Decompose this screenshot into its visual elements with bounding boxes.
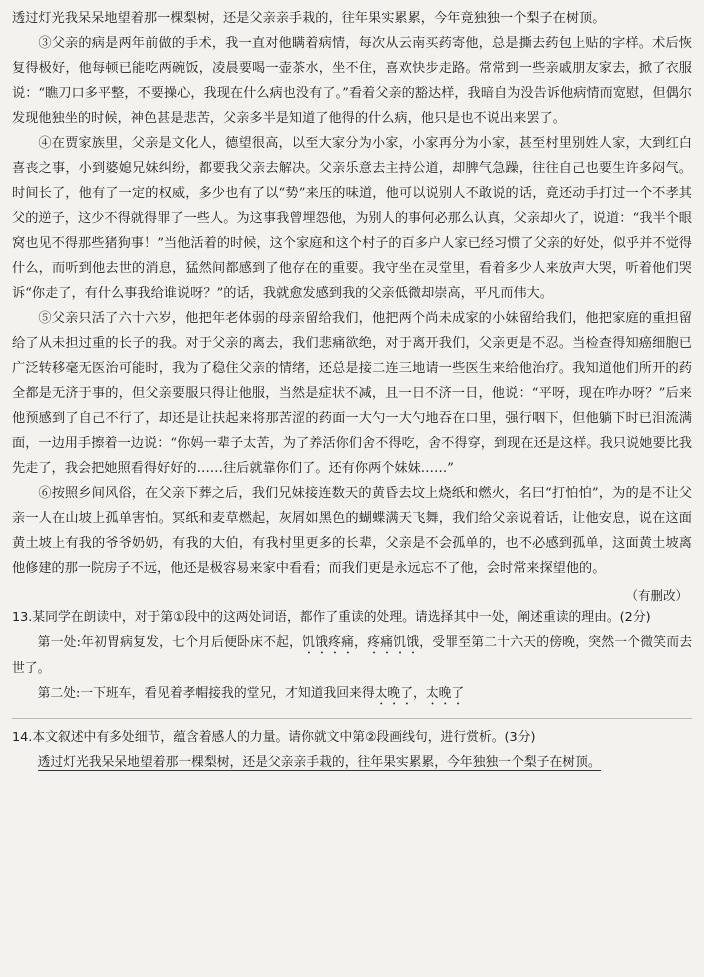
passage-paragraph-5: ⑤父亲只活了六十六岁，他把年老体弱的母亲留给我们，他把两个尚未成家的小妹留给我们，他把家庭的重担留给了从未担过重的长子的我。对于父亲的离去，我们悲痛欲绝，对于离开我们，父亲更是不忍。当检查得知癌细胞已广泛转移毫无医治可能时，我为了稳住父亲的情绪，还总是接二连三地请一些医生来给他治疗。我知道他们所开的药全都是无济于事的，但父亲要服只得让他服，当然是症状不减，且一日不济一日，他说：“平呀，现在咋办呀？”后来他预感到了自己不行了，却还是让扶起来将那苦涩的药面一大勺一大勺地吞在口里，强行咽下，但他躺下时已泪流满面，一边用手擦着一边说：“你妈一辈子太苦，为了养活你们舍不得吃，舍不得穿，到现在还是这样。我只说她要比我先走了，我会把她照看得好好的……往后就靠你们了。还有你两个妹妹……” (12, 311, 692, 476)
item-1-text-before: 第一处:年初胃病复发，七个月后便卧床不起， (37, 635, 303, 650)
passage-paragraph-6: ⑥按照乡间风俗，在父亲下葬之后，我们兄妹接连数天的黄昏去坟上烧纸和燃火，名曰“打怕怕”，为的是不让父亲一人在山坡上孤单害怕。冥纸和麦草燃起，灰屑如黑色的蝴蝶满天飞舞，我们给父亲说着话，让他安息，说在这面黄土坡上有我的爷爷奶奶，有我的大伯，有我村里更多的长辈，父亲是不会孤单的，也不必感到孤单，这面黄土坡离他修建的那一院房子不远，他还是极容易来家中看看；而我们更是永远忘不了他，会时常来探望他的。 (12, 486, 692, 576)
question-14-quoted-sentence (12, 751, 692, 774)
question-14-prompt: 14.本文叙述中有多处细节，蕴含着感人的力量。请你就文中第②段画线句，进行赏析。(3分) (12, 730, 536, 745)
underlined-sentence: 透过灯光我呆呆地望着那一棵梨树，还是父亲亲手栽的，往年果实累累，今年独独一个梨子在树顶。 (37, 755, 601, 770)
passage-paragraph-2-ending: 透过灯光我呆呆地望着那一棵梨树，还是父亲亲手栽的，往年果实累累，今年竟独独一个梨子在树顶。 (12, 11, 606, 26)
question-13-item-1 (12, 631, 692, 680)
item-1-emphasis-2: 疼痛饥饿 (367, 635, 420, 650)
item-2-text-before: 第二处:一下班车，看见着孝帽接我的堂兄，才知道我回来得 (37, 686, 375, 701)
passage-paragraph-4: ④在贾家族里，父亲是文化人，德望很高，以至大家分为小家，小家再分为小家，甚至村里别姓人家，大到红白喜丧之事，小到婆媳兄妹纠纷，都要我父亲去解决。父亲乐意去主持公道，却脾气急躁，往往自己也要生许多闷气。时间长了，他有了一定的权威，多少也有了以“势”来压的味道，他可以说别人不敢说的话，竟还动手打过一个不孝其父的逆子，这少不得就得罪了一些人。为这事我曾埋怨他，为别人的事何必那么认真，父亲却火了，说道：“我半个眼窝也见不得那些猪狗事！”当他活着的时候，这个家庭和这个村子的百多户人家已经习惯了父亲的好处，似乎并不觉得什么，而听到他去世的消息，猛然间都感到了他存在的重要。我守坐在灵堂里，看着多少人来放声大哭，听着他们哭诉“你走了，有什么事我给谁说呀？”的话，我就愈发感到我的父亲低微却崇高，平凡而伟大。 (12, 136, 692, 301)
item-1-emphasis-1: 饥饿疼痛 (302, 635, 355, 650)
section-divider (12, 718, 692, 719)
question-13-prompt: 13.某同学在朗读中，对于第①段中的这两处词语，都作了重读的处理。请选择其中一处，阐述重读的理由。(2分) (12, 610, 651, 625)
source-note: （有删改） (625, 588, 688, 603)
item-2-separator: ， (413, 686, 426, 701)
item-1-separator: ， (354, 635, 368, 650)
item-1-text-after: ，受罪至第二十六天的傍晚，突然一个微笑而去世了。 (12, 635, 693, 676)
passage-paragraph-3: ③父亲的病是两年前做的手术，我一直对他瞒着病情，每次从云南买药寄他，总是撕去药包上贴的字样。术后恢复得极好，他每顿已能吃两碗饭，凌晨要喝一壶茶水，坐不住，喜欢快步走路。常常到一些亲戚朋友家去，掀了衣服说：“瞧刀口多平整，不要操心，我现在什么病也没有了。”看着父亲的豁达样，我暗自为没告诉他病情而宽慰，但偶尔发现他独坐的时候，神色甚是悲苦，父亲多半是知道了他得的什么病，他只是也不说出来罢了。 (12, 36, 692, 126)
question-13-item-2 (12, 682, 692, 708)
item-2-emphasis-1: 太晚了 (374, 686, 414, 701)
item-2-emphasis-2: 太晚了 (425, 686, 465, 701)
